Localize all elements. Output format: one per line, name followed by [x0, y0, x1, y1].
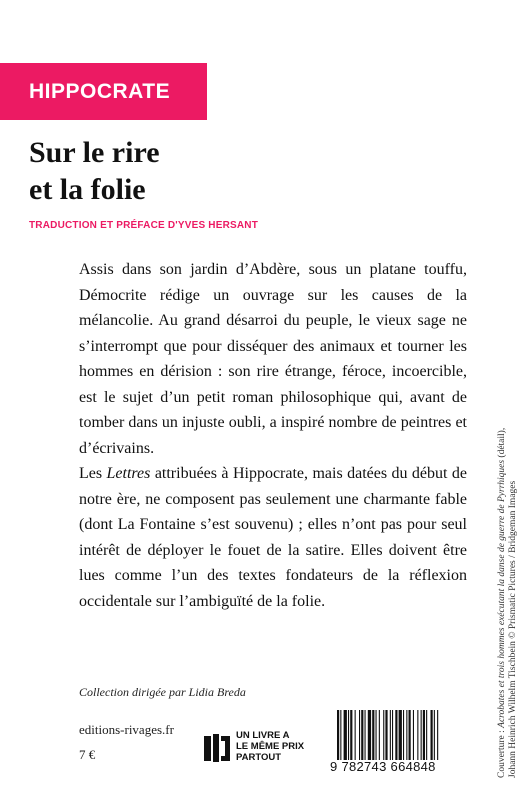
- barcode-bar: [355, 710, 356, 760]
- barcode-bar: [350, 710, 352, 760]
- body-paragraph-1: Assis dans son jardin d’Abdère, sous un platane touffu, Démocrite rédige un ouvrage sur les causes de la mélancolie. Au grand désarroi du peuple, le vieux sage ne s’interrompt que pour disséquer des animaux et tourner les hommes en dérision : son rire étrange, féroce, incoercible, est le sujet d’un petit roman philosophique qui, avant de tomber dans un injuste oubli, a inspiré nombre de peintres et d’écrivains.: [79, 261, 467, 457]
- barcode-bar: [344, 710, 347, 760]
- barcode-bar: [417, 710, 418, 760]
- title-line-2: et la folie: [29, 173, 146, 206]
- prix-line-3: PARTOUT: [236, 752, 282, 763]
- barcode-bar: [390, 710, 391, 760]
- barcode-bar: [403, 710, 404, 760]
- barcode-bar: [365, 710, 366, 760]
- price: 7 €: [79, 747, 96, 762]
- author-name: HIPPOCRATE: [29, 80, 171, 103]
- book-title: [29, 134, 160, 208]
- p2-lead: Les: [79, 465, 107, 482]
- barcode-bar: [421, 710, 422, 760]
- credit-line-2: Johann Heinrich Wilhelm Tischbein © Prismatic Pictures / Bridgeman Images: [508, 480, 518, 778]
- barcode-bar: [337, 710, 339, 760]
- barcode-bar: [399, 710, 402, 760]
- prix-line-2: LE MÊME PRIX: [236, 741, 305, 752]
- barcode-bar: [434, 710, 435, 760]
- title-line-1: Sur le rire: [29, 136, 160, 169]
- barcode-bar: [413, 710, 414, 760]
- barcode-bar: [423, 710, 425, 760]
- barcode-bar: [368, 710, 371, 760]
- prix-line-1: UN LIVRE A: [236, 730, 290, 741]
- barcode-bar: [359, 710, 360, 760]
- barcode-bar: [385, 710, 387, 760]
- prix-unique-icon: [203, 733, 233, 763]
- collection-director: Collection dirigée par Lidia Breda: [79, 685, 246, 699]
- p2-rest: attribuées à Hippocrate, mais datées du début de notre ère, ne composent pas seulement une charmante fable (dont La Fontaine s’est souvenu) ; elles n’ont pas pour seul intérêt de déployer le fouet de la satire. Elles doivent être lues comme l’un des textes fondateurs de la réflexion occidentale sur l’ambiguïté de la folie.: [79, 465, 467, 610]
- barcode-bar: [340, 710, 341, 760]
- barcode-bar: [409, 710, 411, 760]
- publisher-website: editions-rivages.fr: [79, 722, 174, 737]
- barcode-bar: [431, 710, 433, 760]
- barcode-bar: [376, 710, 377, 760]
- barcode-bar: [406, 710, 407, 760]
- isbn-barcode: [337, 710, 467, 760]
- body-paragraph-2: [79, 461, 467, 614]
- translation-credit: TRADUCTION ET PRÉFACE D'YVES HERSANT: [29, 220, 259, 231]
- isbn-number: 9 782743 664848: [330, 759, 436, 774]
- prix-unique-label: [236, 730, 304, 763]
- barcode-bar: [372, 710, 374, 760]
- cover-credit: [497, 428, 519, 778]
- barcode-bar: [426, 710, 427, 760]
- barcode-bar: [383, 710, 384, 760]
- lettres-italic: Lettres: [106, 465, 151, 482]
- barcode-bar: [361, 710, 363, 760]
- back-cover-text: [79, 257, 467, 614]
- barcode-bar: [437, 710, 438, 760]
- credit-line-1: Couverture : Acrobates et trois hommes exécutant la danse de guerre de Pyrrhiques (détail),: [497, 427, 507, 778]
- barcode-bar: [395, 710, 397, 760]
- barcode-bar: [392, 710, 393, 760]
- barcode-bar: [348, 710, 349, 760]
- barcode-bar: [379, 710, 380, 760]
